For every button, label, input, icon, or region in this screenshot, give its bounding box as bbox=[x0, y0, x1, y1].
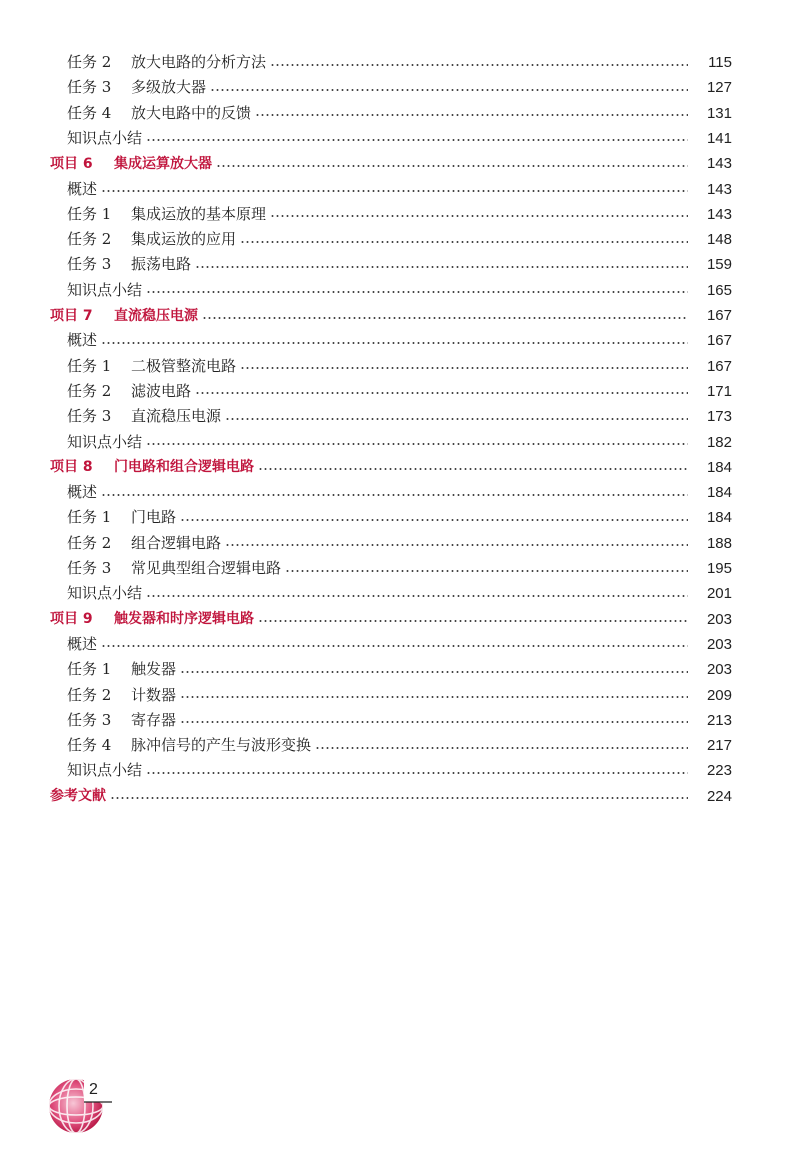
toc-entry-number: 项目 7 bbox=[50, 307, 93, 324]
toc-entry-label bbox=[0, 662, 176, 677]
globe-logo-icon bbox=[44, 1068, 124, 1138]
dot-leader bbox=[270, 63, 688, 67]
toc-page-number: 167 bbox=[706, 332, 732, 350]
dot-leader bbox=[216, 164, 688, 168]
toc-entry-label bbox=[0, 103, 252, 122]
toc-item-entry[interactable] bbox=[0, 227, 790, 252]
toc-entry-label bbox=[0, 356, 237, 375]
toc-page-number: 115 bbox=[708, 54, 732, 71]
toc-entry-title: 概述 bbox=[67, 331, 98, 350]
toc-project-entry[interactable] bbox=[0, 784, 790, 809]
toc-page-number: 188 bbox=[706, 534, 732, 552]
toc-entry-title: 计数器 bbox=[131, 685, 177, 704]
toc-page-number: 143 bbox=[706, 205, 732, 223]
toc-page-number: 165 bbox=[706, 281, 732, 299]
toc-entry-number: 任务 1 bbox=[67, 356, 112, 375]
toc-entry-number: 任务 1 bbox=[67, 660, 112, 679]
toc-entry-number: 任务 2 bbox=[67, 533, 112, 552]
toc-entry-title: 触发器 bbox=[131, 660, 177, 679]
toc-item-entry[interactable] bbox=[0, 556, 790, 581]
toc-item-entry[interactable] bbox=[0, 733, 790, 758]
toc-entry-number: 任务 3 bbox=[67, 407, 112, 426]
toc-project-entry[interactable] bbox=[0, 151, 790, 176]
toc-entry-label bbox=[0, 432, 143, 451]
toc-entry-title: 概述 bbox=[67, 634, 98, 653]
toc-page-number: 201 bbox=[706, 585, 732, 603]
toc-entry-number: 任务 1 bbox=[67, 508, 112, 527]
toc-entry-title: 集成运放的应用 bbox=[131, 230, 237, 249]
dot-leader bbox=[210, 88, 688, 92]
toc-page-number: 171 bbox=[706, 382, 732, 400]
toc-entry-title: 知识点小结 bbox=[67, 761, 143, 780]
toc-entry-label bbox=[0, 204, 267, 223]
toc-entry-title: 脉冲信号的产生与波形变换 bbox=[131, 736, 312, 755]
toc-entry-label bbox=[0, 80, 206, 95]
toc-entry-title: 放大电路中的反馈 bbox=[131, 103, 252, 122]
toc-entry-label bbox=[0, 685, 177, 704]
toc-entry-title: 放大电路的分析方法 bbox=[131, 53, 267, 71]
toc-entry-title: 知识点小结 bbox=[67, 280, 143, 299]
toc-item-entry[interactable] bbox=[0, 657, 790, 682]
toc-entry-title: 振荡电路 bbox=[131, 255, 192, 274]
toc-entry-title: 集成运放的基本原理 bbox=[131, 204, 267, 223]
toc-entry-title: 知识点小结 bbox=[67, 128, 143, 147]
toc-entry-number: 任务 2 bbox=[67, 230, 112, 249]
toc-page-number: 148 bbox=[706, 231, 732, 249]
toc-page-number: 203 bbox=[706, 635, 732, 653]
toc-item-entry[interactable] bbox=[0, 177, 790, 202]
toc-entry-label bbox=[0, 179, 98, 198]
toc-entry-label bbox=[0, 280, 143, 299]
dot-leader bbox=[146, 138, 688, 142]
toc-entry-label bbox=[0, 381, 192, 400]
toc-entry-label bbox=[0, 157, 212, 171]
toc-entry-label bbox=[0, 710, 177, 729]
toc-entry-title: 直流稳压电源 bbox=[114, 307, 198, 324]
toc-item-entry[interactable] bbox=[0, 531, 790, 556]
toc-page-number: 143 bbox=[706, 155, 732, 173]
toc-entry-title: 知识点小结 bbox=[67, 584, 143, 603]
toc-entry-title: 二极管整流电路 bbox=[131, 356, 237, 375]
toc-entry-number: 任务 3 bbox=[67, 710, 112, 729]
toc-entry-title: 直流稳压电源 bbox=[131, 407, 222, 426]
toc-item-entry[interactable] bbox=[0, 252, 790, 277]
dot-leader bbox=[258, 619, 688, 623]
toc-entry-number: 任务 4 bbox=[67, 103, 112, 122]
toc-entry-title: 寄存器 bbox=[131, 710, 177, 729]
toc-entry-label bbox=[0, 586, 142, 601]
toc-project-entry[interactable] bbox=[0, 455, 790, 480]
toc-page-number: 173 bbox=[706, 408, 732, 426]
toc-page-number: 203 bbox=[706, 661, 732, 679]
toc-page-number: 184 bbox=[706, 458, 732, 476]
dot-leader bbox=[146, 442, 688, 446]
toc-page-number: 223 bbox=[706, 762, 732, 780]
toc-entry-title: 多级放大器 bbox=[131, 78, 207, 97]
toc-entry-number: 任务 3 bbox=[67, 255, 112, 274]
dot-leader bbox=[240, 240, 688, 244]
toc-entry-number: 项目 8 bbox=[50, 459, 93, 476]
toc-page-number: 143 bbox=[706, 180, 732, 198]
toc-entry-label bbox=[0, 232, 236, 247]
toc-page-number: 209 bbox=[706, 686, 732, 704]
dot-leader bbox=[255, 113, 688, 117]
toc-entry-label bbox=[0, 533, 222, 552]
toc-page-number: 203 bbox=[706, 610, 732, 628]
dot-leader bbox=[101, 341, 688, 345]
page-number: 2 bbox=[89, 1081, 98, 1098]
toc-page-number: 182 bbox=[706, 433, 732, 451]
toc-entry-label bbox=[0, 460, 254, 474]
toc-page-number: 195 bbox=[706, 560, 732, 577]
dot-leader bbox=[101, 493, 688, 497]
toc-entry-label bbox=[0, 561, 281, 576]
toc-entry-title: 集成运算放大器 bbox=[114, 155, 212, 172]
dot-leader bbox=[240, 366, 688, 370]
toc-item-entry[interactable] bbox=[0, 202, 790, 227]
dot-leader bbox=[270, 214, 688, 218]
toc-item-entry[interactable] bbox=[0, 708, 790, 733]
toc-entry-title: 组合逻辑电路 bbox=[131, 533, 222, 552]
toc-project-entry[interactable] bbox=[0, 303, 790, 328]
dot-leader bbox=[180, 518, 688, 522]
dot-leader bbox=[101, 644, 688, 648]
dot-leader bbox=[180, 695, 688, 699]
dot-leader bbox=[315, 746, 688, 750]
toc-entry-number: 任务 2 bbox=[67, 685, 112, 704]
dot-leader bbox=[101, 189, 688, 193]
dot-leader bbox=[146, 594, 688, 598]
toc-item-entry[interactable] bbox=[0, 379, 790, 404]
toc-entry-number: 任务 3 bbox=[67, 78, 112, 97]
toc-entry-number: 任务 4 bbox=[67, 736, 112, 755]
dot-leader bbox=[285, 569, 688, 573]
toc-item-entry[interactable] bbox=[0, 505, 790, 530]
dot-leader bbox=[195, 391, 688, 395]
toc-entry-number: 任务 2 bbox=[67, 53, 112, 71]
toc-entry-label bbox=[0, 510, 176, 525]
toc-item-entry[interactable] bbox=[0, 101, 790, 126]
toc-item-entry[interactable] bbox=[0, 758, 790, 783]
toc-entry-number: 任务 3 bbox=[67, 559, 112, 577]
dot-leader bbox=[180, 720, 688, 724]
toc-entry-label bbox=[0, 55, 266, 70]
toc-entry-title: 常见典型组合逻辑电路 bbox=[131, 559, 282, 577]
dot-leader bbox=[258, 467, 688, 471]
toc-page-number: 167 bbox=[706, 357, 732, 375]
toc-item-entry[interactable] bbox=[0, 126, 790, 151]
dot-leader bbox=[202, 316, 688, 320]
toc-entry-label bbox=[0, 789, 106, 803]
toc-item-entry[interactable] bbox=[0, 50, 790, 75]
toc-entry-label bbox=[0, 612, 254, 626]
toc-item-entry[interactable] bbox=[0, 328, 790, 353]
toc-item-entry[interactable] bbox=[0, 480, 790, 505]
toc-item-entry[interactable] bbox=[0, 278, 790, 303]
toc-item-entry[interactable] bbox=[0, 430, 790, 455]
toc-entry-title: 门电路和组合逻辑电路 bbox=[114, 459, 254, 476]
dot-leader bbox=[146, 290, 688, 294]
dot-leader bbox=[110, 796, 688, 800]
toc-entry-number: 任务 1 bbox=[67, 204, 112, 223]
toc-entry-title: 知识点小结 bbox=[67, 432, 143, 451]
toc-page-number: 127 bbox=[706, 79, 732, 97]
toc-entry-label bbox=[0, 409, 221, 424]
toc-entry-title: 门电路 bbox=[131, 508, 177, 527]
toc-entry-label bbox=[0, 738, 311, 753]
toc-item-entry[interactable] bbox=[0, 75, 790, 100]
toc-item-entry[interactable] bbox=[0, 632, 790, 657]
toc-project-entry[interactable] bbox=[0, 607, 790, 632]
toc-entry-title: 概述 bbox=[67, 483, 98, 502]
dot-leader bbox=[195, 265, 688, 269]
toc-entry-label bbox=[0, 128, 143, 147]
toc-item-entry[interactable] bbox=[0, 581, 790, 606]
toc-page-number: 131 bbox=[706, 104, 732, 122]
toc-page-number: 159 bbox=[706, 256, 732, 274]
toc-page-number: 141 bbox=[706, 129, 732, 147]
toc-entry-title: 触发器和时序逻辑电路 bbox=[114, 611, 254, 628]
toc-entry-label bbox=[0, 485, 97, 500]
dot-leader bbox=[146, 771, 688, 775]
toc-item-entry[interactable] bbox=[0, 354, 790, 379]
toc-entry-label bbox=[0, 257, 191, 272]
toc-page-number: 224 bbox=[706, 787, 732, 805]
toc-item-entry[interactable] bbox=[0, 404, 790, 429]
toc-entry-title: 滤波电路 bbox=[131, 381, 192, 400]
toc-page-number: 213 bbox=[706, 711, 732, 729]
toc-page-number: 217 bbox=[706, 737, 732, 755]
toc-entry-number: 项目 6 bbox=[50, 155, 93, 172]
toc-entry-title: 概述 bbox=[67, 179, 98, 198]
toc-item-entry[interactable] bbox=[0, 683, 790, 708]
toc-page-number: 167 bbox=[706, 307, 732, 324]
toc-entry-label bbox=[0, 763, 142, 778]
toc-entry-label bbox=[0, 634, 98, 653]
toc-entry-number: 项目 9 bbox=[50, 611, 93, 628]
toc-page-number: 184 bbox=[706, 484, 732, 502]
toc-entry-label bbox=[0, 309, 198, 323]
toc-entry-label bbox=[0, 333, 97, 348]
dot-leader bbox=[180, 670, 688, 674]
toc-entry-number: 任务 2 bbox=[67, 381, 112, 400]
toc-page-number: 184 bbox=[706, 509, 732, 527]
dot-leader bbox=[225, 417, 688, 421]
toc-entry-title: 参考文献 bbox=[50, 788, 106, 805]
dot-leader bbox=[225, 543, 688, 547]
